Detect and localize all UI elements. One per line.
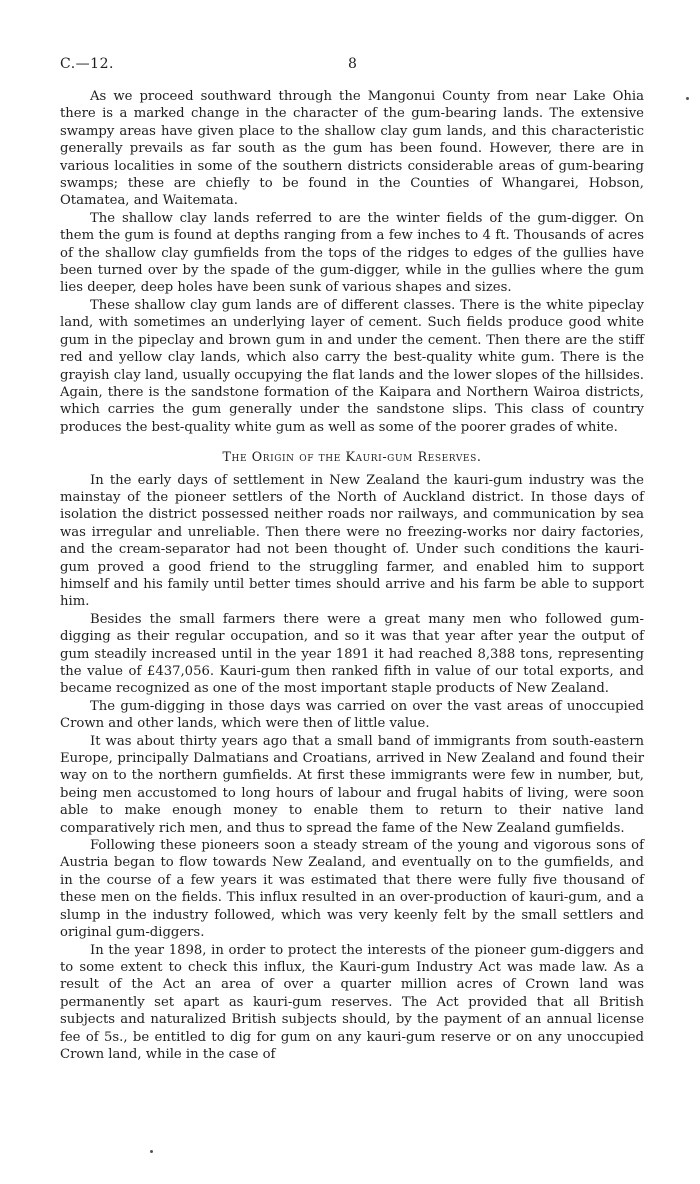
scan-speck (686, 97, 689, 100)
paragraph: In the early days of settlement in New Zealand the kauri-gum industry was the mainstay of the pioneer settlers of the North of Auckland district. In those days of isolation the district possessed neither roads nor railways, and communication by sea was irregular and unreliable. Then there were no freezing-works nor dairy factories, and the cream-separator had not been thought of. Under such conditions the kauri-gum proved a good friend to the struggling farmer, and enabled him to support himself and his family until better times should arrive and his farm be able to support him. (60, 472, 644, 610)
paragraph: The shallow clay lands referred to are the winter fields of the gum-digger. On them the gum is found at depths ranging from a few inches to 4 ft. Thousands of acres of the shallow clay gumfields from the tops of the ridges to edges of the gullies have been turned over by the spade of the gum-digger, while in the gullies where the gum lies deeper, deep holes have been sunk of various shapes and sizes. (60, 210, 644, 296)
document-reference: C.—12. (60, 56, 114, 72)
body-text (60, 88, 644, 1063)
paragraph: It was about thirty years ago that a small band of immigrants from south-eastern Europe, principally Dalmatians and Croatians, arrived in New Zealand and found their way on to the northern gumfields. At first these immigrants were few in number, but, being men accustomed to long hours of labour and frugal habits of living, were soon able to make enough money to enable them to return to their native land comparatively rich men, and thus to spread the fame of the New Zealand gumfields. (60, 733, 644, 836)
paragraph: The gum-digging in those days was carried on over the vast areas of unoccupied Crown and other lands, which were then of little value. (60, 698, 644, 732)
paragraph: Besides the small farmers there were a great many men who followed gum-digging as their regular occupation, and so it was that year after year the output of gum steadily increased until in the year 1891 it had reached 8,388 tons, representing the value of £437,056. Kauri-gum then ranked fifth in value of our total exports, and became recognized as one of the most important staple products of New Zealand. (60, 611, 644, 697)
paragraph: Following these pioneers soon a steady stream of the young and vigorous sons of Austria began to flow towards New Zealand, and eventually on to the gumfields, and in the course of a few years it was estimated that there were fully five thousand of these men on the fields. This influx resulted in an over-production of kauri-gum, and a slump in the industry followed, which was very keenly felt by the small settlers and original gum-diggers. (60, 838, 644, 941)
paragraph: In the year 1898, in order to protect the interests of the pioneer gum-diggers and to some extent to check this influx, the Kauri-gum Industry Act was made law. As a result of the Act an area of over a quarter million acres of Crown land was permanently set apart as kauri-gum reserves. The Act provided that all British subjects and naturalized British subjects should, by the payment of an annual license fee of 5s., be entitled to dig for gum on any kauri-gum reserve or on any unoccupied Crown land, while in the case of (60, 942, 644, 1062)
section-heading: The Origin of the Kauri-gum Reserves. (222, 449, 482, 465)
page-number: 8 (348, 56, 357, 72)
paragraph: These shallow clay gum lands are of different classes. There is the white pipeclay land, with sometimes an underlying layer of cement. Such fields produce good white gum in the pipeclay and brown gum in and under the cement. Then there are the stiff red and yellow clay lands, which also carry the best-quality white gum. There is the grayish clay land, usually occupying the flat lands and the lower slopes of the hillsides. Again, there is the sandstone formation of the Kaipara and Northern Wairoa districts, which carries the gum generally under the sandstone slips. This class of country produces the best-quality white gum as well as some of the poorer grades of white. (60, 297, 644, 435)
paragraph: As we proceed southward through the Mangonui County from near Lake Ohia there is a marked change in the character of the gum-bearing lands. The extensive swampy areas have given place to the shallow clay gum lands, and this characteristic generally prevails as far south as the gum has been found. However, there are in various localities in some of the southern districts considerable areas of gum-bearing swamps; these are chiefly to be found in the Counties of Whangarei, Hobson, Otamatea, and Waitemata. (60, 89, 644, 209)
scan-speck (150, 1150, 153, 1153)
